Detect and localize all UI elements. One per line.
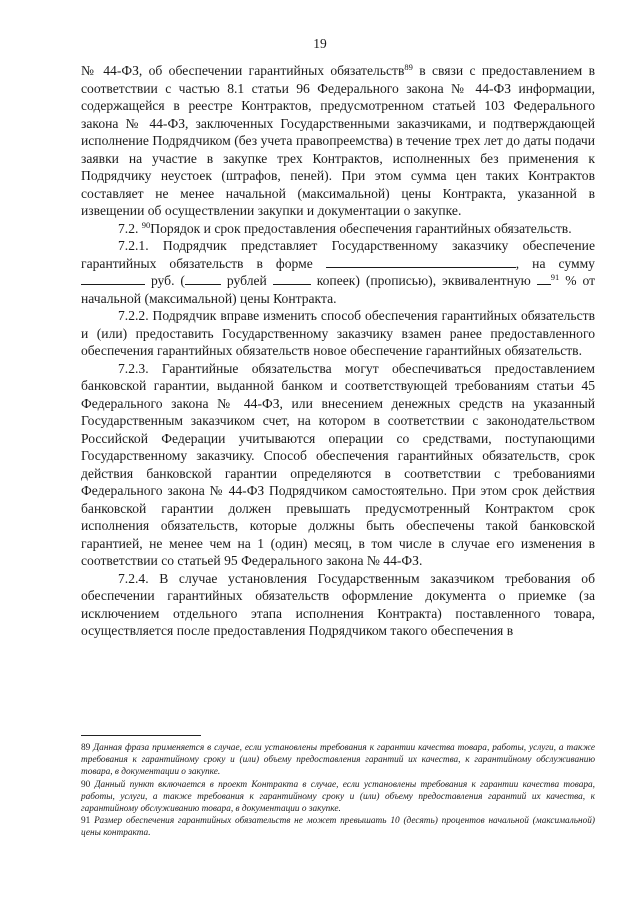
blank-field <box>537 273 551 285</box>
body-paragraph <box>81 62 595 220</box>
paragraph-text: 7.2.1. Подрядчик представляет Государственному заказчику обеспечение гарантийных обязательств в форме <box>81 238 595 271</box>
body-paragraph <box>81 307 595 360</box>
body-paragraph <box>81 570 595 640</box>
paragraph-text: рублей <box>220 273 273 288</box>
footnote-number: 89 <box>81 743 91 753</box>
paragraph-text: % от начальной (максимальной) цены Контракта. <box>81 273 596 306</box>
paragraph-text: 7.2.3. Гарантийные обязательства могут обеспечиваться предоставлением банковской гарантии, выданной банком и соответствующей требованиям статьи 45 Федерального закона № 44-ФЗ, или внесением денежных средств на указанный Государственным заказчиком счет, на котором в соответствии с законодательством Российской Федерации учитываются операции со средствами, поступающими Государственному заказчику. Способ обеспечения гарантийных обязательств, срок действия банковской гарантии определяются в соответствии с требованиями Федерального закона № 44-ФЗ Подрядчиком самостоятельно. При этом срок действия банковской гарантии должен превышать предусмотренный Контрактом срок исполнения обязательств, которые должны быть обеспечены такой банковской гарантией, не менее чем на 1 (один) месяц, в том числе в случае его изменения в соответствии со статьей 95 Федерального закона № 44-ФЗ. <box>81 360 595 568</box>
blank-field <box>273 273 311 285</box>
footnote-ref: 91 <box>550 272 560 282</box>
paragraph-text: № 44-ФЗ, об обеспечении гарантийных обязательств <box>81 63 405 78</box>
paragraph-text: копеек) (прописью), эквивалентную <box>310 273 537 288</box>
footnote-text: Данный пункт включается в проект Контракта в случае, если установлены требования к гарантии качества товара, работы, услуги, а также требования к гарантийному сроку и (или) объему предоставления гарантий их качества, к гарантийному обслуживанию товара, в документации о закупке. <box>81 779 596 815</box>
footnote <box>81 742 595 779</box>
blank-field <box>81 273 145 285</box>
footnote-text: Данная фраза применяется в случае, если установлены требования к гарантии качества товара, работы, услуги, а также требования к гарантийному сроку и (или) объему предоставления гарантий их качества, к гарантийному обслуживанию товара, в документации о закупке. <box>81 743 595 778</box>
paragraph-text: руб. ( <box>145 273 185 288</box>
paragraph-text: 7.2.4. В случае установления Государственным заказчиком требования об обеспечении гарантийных обязательств оформление документа о приемке (за исключением отдельного этапа исполнения Контракта) поставленного товара, осуществляется после предоставления Подрядчиком такого обеспечения в <box>81 570 595 638</box>
footnote-ref: 90 <box>141 219 151 230</box>
document-body <box>81 62 595 640</box>
footnotes <box>81 742 595 840</box>
footnote-text: Размер обеспечения гарантийных обязательств не может превышать 10 (десять) процентов начальной (максимальной) цены контракта. <box>81 816 595 839</box>
paragraph-text: , на сумму <box>515 255 595 271</box>
body-paragraph <box>81 360 595 570</box>
paragraph-text: 7.2.2. Подрядчик вправе изменить способ обеспечения гарантийных обязательств и (или) предоставить Государственному заказчику взамен ранее предоставленного обеспечения гарантийных обязательств новое обеспечение гарантийных обязательств. <box>81 308 595 358</box>
body-paragraph <box>81 220 595 238</box>
paragraph-text: в связи с предоставлением в соответствии с частью 8.1 статьи 96 Федерального закона № 44-ФЗ информации, содержащейся в реестре Контрактов, предусмотренном статьей 103 Федерального закона № 44-ФЗ, заключенных Государственными заказчиками, и подтверждающей исполнение Подрядчиком (без учета правопреемства) в течение трех лет до даты подачи заявки на участие в закупке трех Контрактов, исполненных без применения к Подрядчику неустоек (штрафов, пеней). При этом сумма цен таких Контрактов составляет не менее начальной (максимальной) цены Контракта, указанной в извещении об осуществлении закупки и документации о закупке. <box>81 63 595 218</box>
footnote <box>81 815 595 839</box>
footnote-divider <box>81 735 201 736</box>
page-number: 19 <box>313 36 327 51</box>
paragraph-text: Порядок и срок предоставления обеспечения гарантийных обязательств. <box>150 220 572 236</box>
footnote-ref: 89 <box>404 62 413 72</box>
blank-field <box>326 256 516 268</box>
paragraph-text: 7.2. <box>118 220 142 236</box>
body-paragraph <box>81 237 595 307</box>
footnote-number: 91 <box>81 816 91 827</box>
footnote <box>81 779 595 816</box>
blank-field <box>185 273 221 285</box>
footnote-number: 90 <box>81 779 91 790</box>
